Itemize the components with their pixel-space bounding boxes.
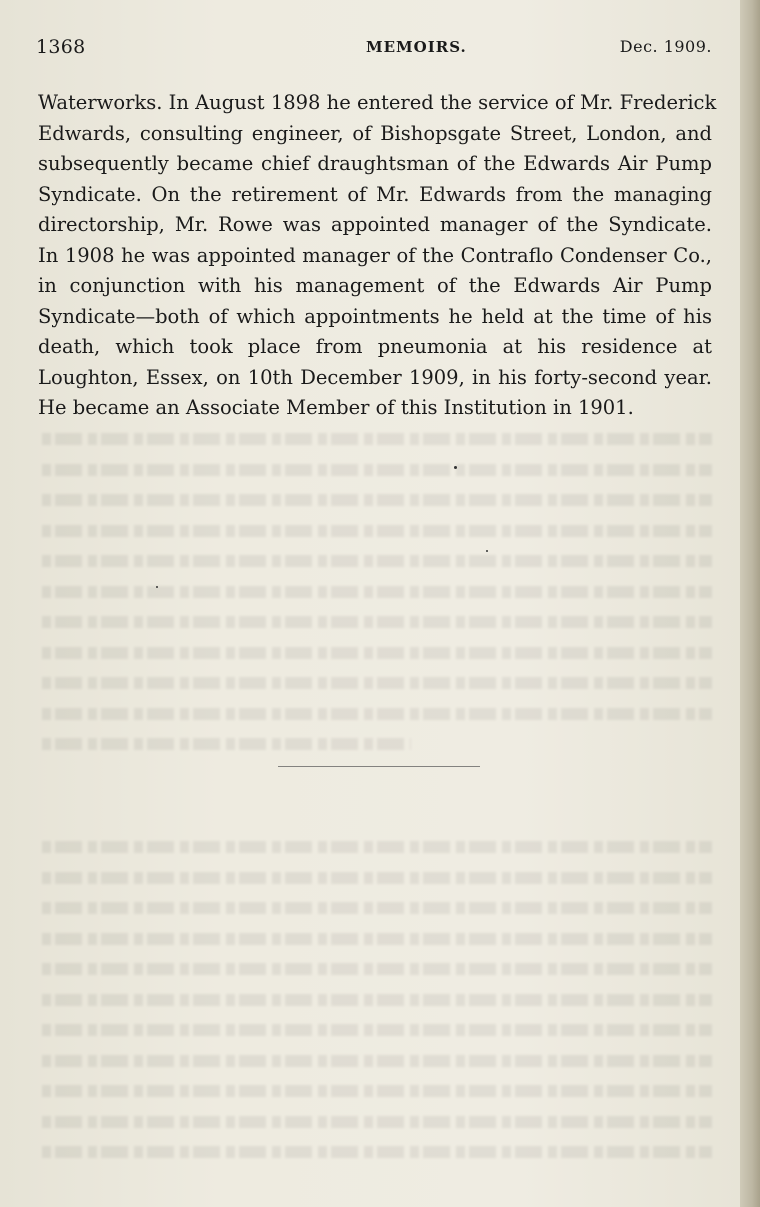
text-line: Syndicate—both of which appointments he held at the time of his [38,304,712,328]
page-number: 1368 [36,36,86,58]
paper-speck [486,550,488,552]
section-title: MEMOIRS. [366,38,467,56]
paper-speck [454,466,457,469]
running-head [36,36,712,58]
book-page-edge [740,0,760,1207]
text-line: Edwards, consulting engineer, of Bishopsgate Street, London, and [38,121,712,145]
text-line: in conjunction with his management of the Edwards Air Pump [38,274,712,297]
text-line: death, which took place from pneumonia at his residence at [38,335,712,358]
text-line: directorship, Mr. Rowe was appointed manager of the Syndicate. [38,213,712,236]
show-through-block-upper [42,424,712,769]
text-line: He became an Associate Member of this Institution in 1901. [38,396,634,419]
text-line: Syndicate. On the retirement of Mr. Edwards from the managing [38,182,712,206]
text-line: Waterworks. In August 1898 he entered the service of Mr. Frederick [38,91,717,114]
text-line: In 1908 he was appointed manager of the Contraflo Condenser Co., [38,243,712,267]
show-through-block-lower [42,832,712,1177]
text-line: subsequently became chief draughtsman of the Edwards Air Pump [38,152,712,175]
header-date: Dec. 1909. [619,37,712,56]
memoir-paragraph [38,88,717,424]
text-line: Loughton, Essex, on 10th December 1909, in his forty-second year. [38,365,712,389]
section-divider-rule [278,766,480,767]
paper-speck [156,586,158,588]
